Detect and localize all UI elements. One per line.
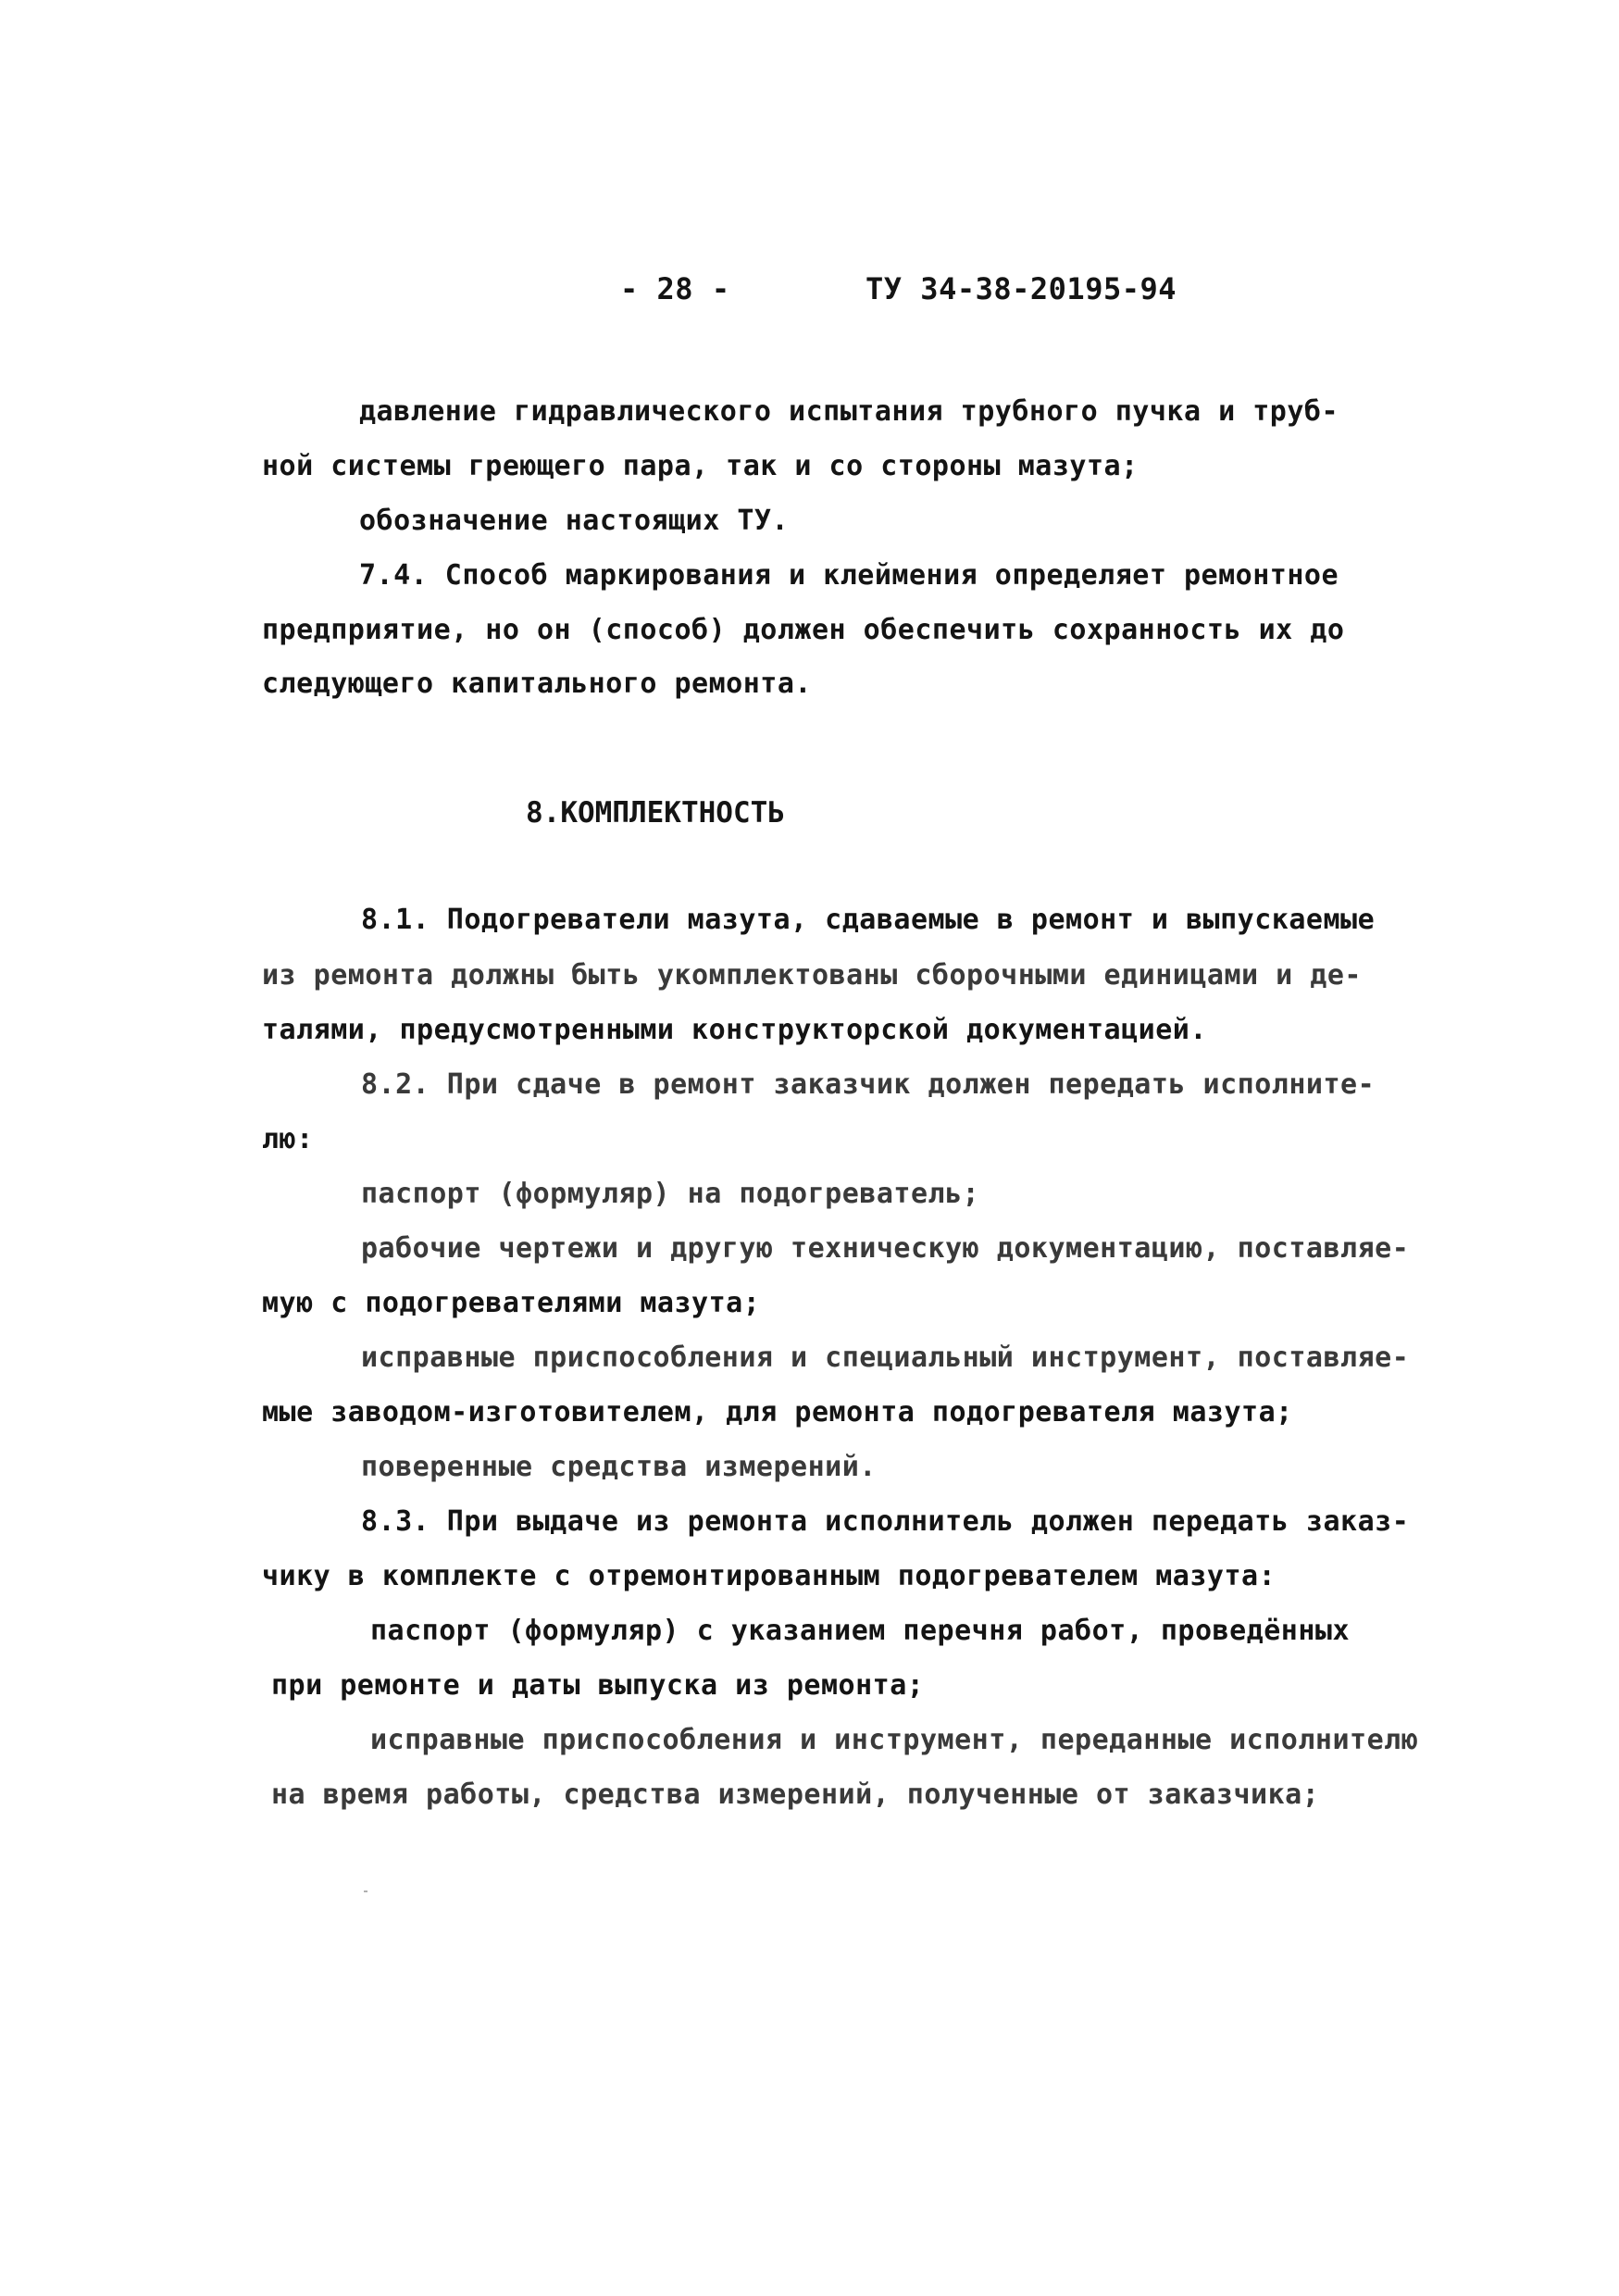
paragraph-line: ной системы греющего пара, так и со стороны мазута;	[262, 450, 1139, 482]
paragraph-line: поверенные средства измерений.	[361, 1451, 877, 1483]
paragraph-line: паспорт (формуляр) на подогреватель;	[361, 1178, 980, 1210]
paragraph-line: из ремонта должны быть укомплектованы сборочными единицами и де-	[262, 959, 1362, 992]
paragraph-line: лю:	[262, 1123, 314, 1155]
paragraph-line: обозначение настоящих ТУ.	[359, 505, 790, 537]
scan-speck	[364, 1890, 367, 1892]
paragraph-line: мые заводом-изготовителем, для ремонта подогревателя мазута;	[262, 1396, 1293, 1429]
paragraph-line: 8.2. При сдаче в ремонт заказчик должен передать исполните-	[361, 1068, 1376, 1101]
paragraph-line: чику в комплекте с отремонтированным подогревателем мазута:	[262, 1560, 1277, 1592]
paragraph-line: талями, предусмотренными конструкторской документацией.	[262, 1014, 1207, 1046]
paragraph-line: паспорт (формуляр) с указанием перечня работ, проведённых	[370, 1615, 1351, 1647]
paragraph-line: 7.4. Способ маркирования и клеймения определяет ремонтное	[359, 559, 1339, 592]
paragraph-line: на время работы, средства измерений, полученные от заказчика;	[271, 1778, 1320, 1811]
paragraph-line: исправные приспособления и инструмент, переданные исполнителю	[370, 1724, 1419, 1756]
paragraph-line: 8.3. При выдаче из ремонта исполнитель должен передать заказ-	[361, 1505, 1410, 1538]
paragraph-line: 8.1. Подогреватели мазута, сдаваемые в ремонт и выпускаемые	[361, 904, 1376, 936]
paragraph-line: мую с подогревателями мазута;	[262, 1287, 761, 1319]
paragraph-line: давление гидравлического испытания трубного пучка и труб-	[359, 395, 1339, 428]
paragraph-line: следующего капитального ремонта.	[262, 668, 812, 700]
paragraph-line: рабочие чертежи и другую техническую документацию, поставляе-	[361, 1232, 1410, 1265]
document-code: ТУ 34-38-20195-94	[866, 271, 1177, 306]
paragraph-line: при ремонте и даты выпуска из ремонта;	[271, 1669, 925, 1702]
page-number: - 28 -	[620, 271, 730, 306]
section-heading: 8.КОМПЛЕКТНОСТЬ	[526, 796, 785, 830]
paragraph-line: исправные приспособления и специальный инструмент, поставляе-	[361, 1341, 1410, 1374]
paragraph-line: предприятие, но он (способ) должен обеспечить сохранность их до	[262, 614, 1345, 646]
